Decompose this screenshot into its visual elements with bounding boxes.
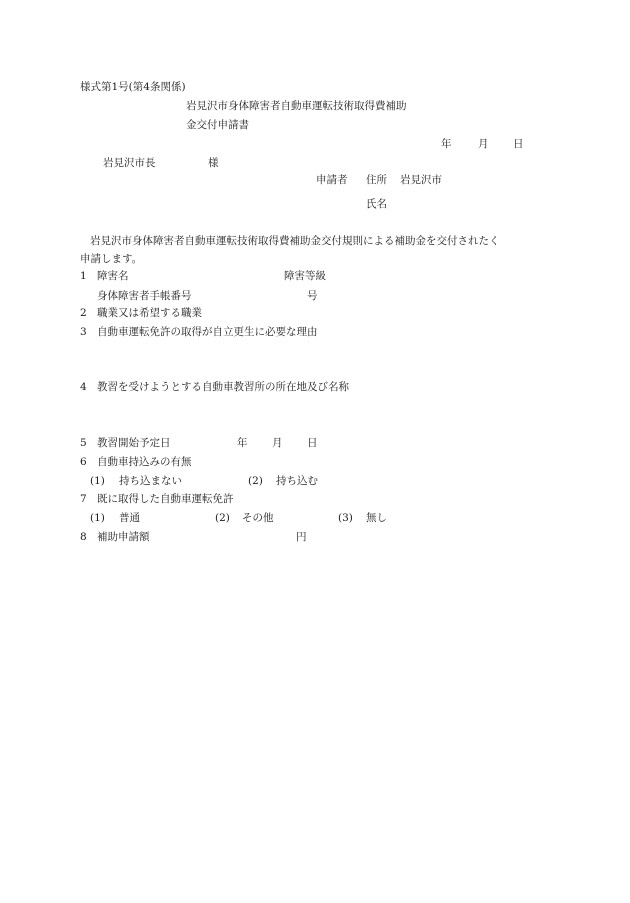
item-6-option-1-number: (1): [90, 475, 105, 487]
item-5-label: 教習開始予定日: [97, 437, 171, 449]
item-5-day: 日: [307, 437, 318, 449]
item-3-label: 自動車運転免許の取得が自立更生に必要な理由: [97, 326, 318, 338]
body-line-2: 申請します。: [80, 253, 143, 265]
item-7-option-1-number: (1): [90, 512, 105, 524]
title-line-2: 金交付申請書: [186, 119, 249, 131]
item-5-year: 年: [237, 437, 248, 449]
item-6-option-2-label: 持ち込む: [276, 475, 318, 487]
item-7-option-3-number: (3): [338, 512, 353, 524]
item-3-number: 3: [80, 326, 87, 338]
applicant-address-label: 住所: [366, 174, 387, 186]
item-6-option-2-number: (2): [248, 475, 263, 487]
item-5-month: 月: [272, 437, 283, 449]
date-day: 日: [513, 138, 524, 150]
item-7-option-1-label: 普通: [119, 512, 140, 524]
item-7-option-2-number: (2): [215, 512, 230, 524]
body-line-1: 岩見沢市身体障害者自動車運転技術取得費補助金交付規則による補助金を交付されたく: [90, 235, 500, 247]
item-7-option-2-label: その他: [242, 512, 274, 524]
item-6-number: 6: [80, 456, 87, 468]
item-8-unit: 円: [296, 531, 307, 543]
item-2-number: 2: [80, 307, 87, 319]
item-5-number: 5: [80, 437, 87, 449]
item-4-number: 4: [80, 381, 87, 393]
addressee-honorific: 様: [208, 157, 219, 169]
date-year: 年: [441, 138, 452, 150]
item-1-label: 障害名: [97, 270, 129, 282]
item-6-option-1-label: 持ち込まない: [119, 475, 182, 487]
applicant-name-label: 氏名: [366, 198, 387, 210]
item-7-option-3-label: 無し: [366, 512, 387, 524]
item-1-number: 1: [80, 270, 87, 282]
item-1-sub-unit: 号: [307, 290, 318, 302]
item-6-label: 自動車持込みの有無: [97, 456, 192, 468]
form-label: 様式第1号(第4条関係): [80, 81, 186, 93]
item-2-label: 職業又は希望する職業: [97, 307, 202, 319]
item-1-grade-label: 障害等級: [284, 270, 326, 282]
applicant-label: 申請者: [316, 174, 348, 186]
item-4-label: 教習を受けようとする自動車教習所の所在地及び名称: [97, 381, 349, 393]
item-8-label: 補助申請額: [97, 531, 150, 543]
item-7-label: 既に取得した自動車運転免許: [97, 493, 234, 505]
date-month: 月: [478, 138, 489, 150]
title-line-1: 岩見沢市身体障害者自動車運転技術取得費補助: [186, 100, 407, 112]
item-1-sub-label: 身体障害者手帳番号: [97, 290, 192, 302]
item-7-number: 7: [80, 493, 87, 505]
applicant-address-value: 岩見沢市: [400, 174, 442, 186]
addressee-name: 岩見沢市長: [103, 157, 156, 169]
item-8-number: 8: [80, 531, 87, 543]
